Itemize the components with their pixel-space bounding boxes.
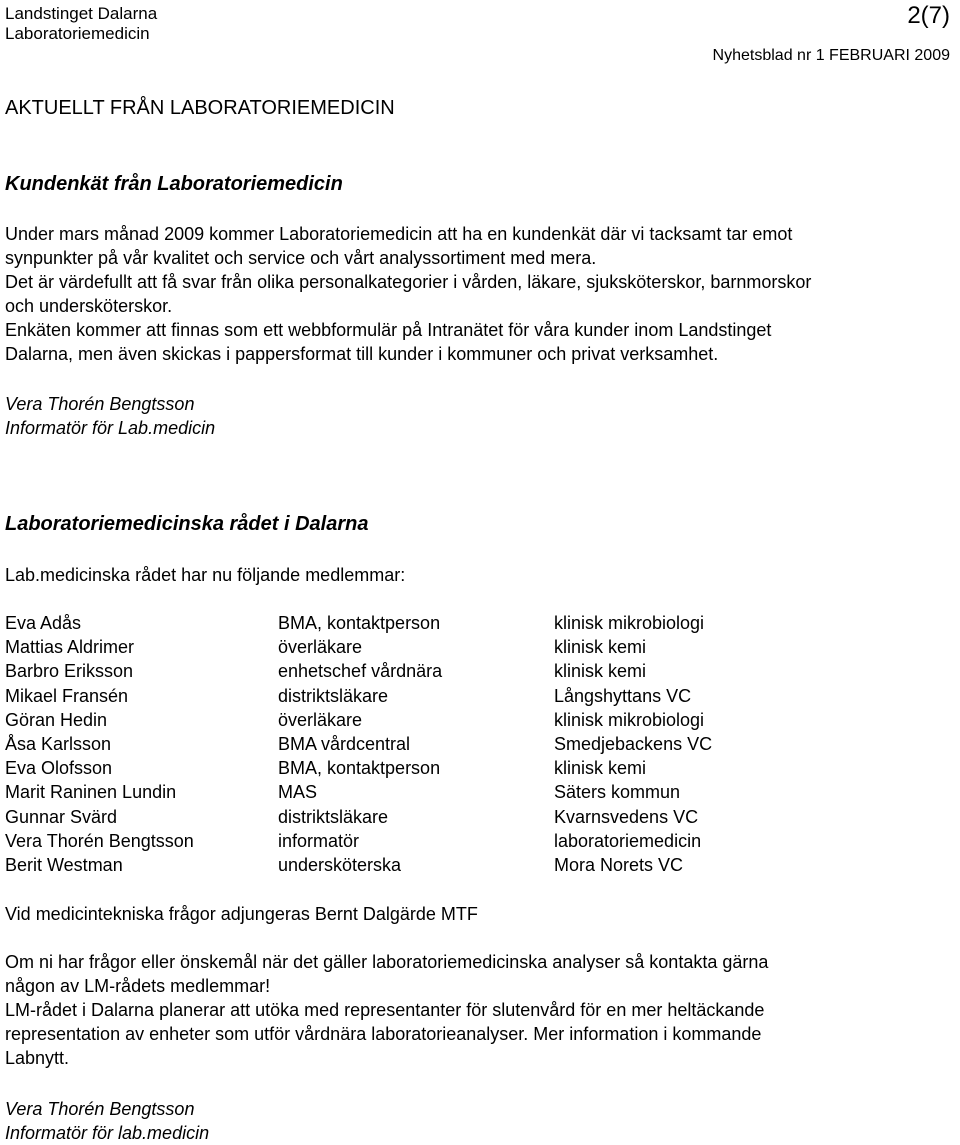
- member-role: distriktsläkare: [278, 806, 389, 827]
- survey-line: Dalarna, men även skickas i pappersformat till kunder i kommuner och privat verksamhet.: [5, 344, 719, 364]
- member-role: MAS: [278, 782, 318, 803]
- table-row: [5, 611, 712, 635]
- survey-body: [5, 222, 955, 366]
- member-role: informatör: [278, 830, 360, 851]
- member-name: Berit Westman: [5, 854, 123, 875]
- member-unit: klinisk kemi: [554, 637, 647, 658]
- member-role: överläkare: [278, 637, 363, 658]
- member-name: Åsa Karlsson: [5, 733, 112, 754]
- council-contact: [5, 950, 955, 1070]
- table-row: [5, 756, 712, 780]
- signature-role: Informatör för lab.medicin: [5, 1123, 210, 1143]
- council-heading: Laboratoriemedicinska rådet i Dalarna: [5, 513, 369, 535]
- member-role: BMA, kontaktperson: [278, 613, 441, 633]
- survey-heading-wrap: [5, 172, 343, 196]
- table-row: [5, 732, 712, 756]
- member-unit: klinisk kemi: [554, 661, 647, 682]
- member-unit: Säters kommun: [554, 782, 681, 803]
- contact-line: Om ni har frågor eller önskemål när det gäller laboratoriemedicinska analyser så kontakta gärna: [5, 952, 769, 972]
- table-row: [5, 635, 712, 659]
- organization-name: Landstinget Dalarna: [5, 4, 158, 23]
- document-header-left: [5, 4, 157, 44]
- adjunct-note: Vid medicintekniska frågor adjungeras Bernt Dalgärde MTF: [5, 904, 478, 924]
- member-unit: Mora Norets VC: [554, 854, 684, 875]
- council-signature: [5, 1097, 955, 1145]
- signature-name: Vera Thorén Bengtsson: [5, 1099, 195, 1119]
- member-unit: Långshyttans VC: [554, 685, 692, 706]
- table-row: [5, 684, 712, 708]
- member-name: Vera Thorén Bengtsson: [5, 830, 194, 851]
- table-row: [5, 780, 712, 804]
- table-row: [5, 708, 712, 732]
- member-role: undersköterska: [278, 854, 402, 875]
- member-name: Gunnar Svärd: [5, 806, 118, 827]
- member-name: Göran Hedin: [5, 709, 108, 730]
- table-row: [5, 659, 712, 683]
- contact-line: Labnytt.: [5, 1048, 70, 1068]
- survey-heading: Kundenkät från Laboratoriemedicin: [5, 173, 343, 195]
- signature-role: Informatör för Lab.medicin: [5, 418, 216, 438]
- survey-line: synpunkter på vår kvalitet och service och vårt analyssortiment med mera.: [5, 248, 597, 268]
- signature-name: Vera Thorén Bengtsson: [5, 394, 195, 414]
- newsletter-issue: Nyhetsblad nr 1 FEBRUARI 2009: [712, 47, 950, 64]
- member-role: distriktsläkare: [278, 685, 389, 706]
- member-name: Barbro Eriksson: [5, 661, 134, 682]
- contact-line: representation av enheter som utför vårdnära laboratorieanalyser. Mer information i kommande: [5, 1024, 762, 1044]
- member-name: Eva Adås: [5, 613, 82, 633]
- member-unit: klinisk mikrobiologi: [554, 613, 705, 633]
- survey-line: Det är värdefullt att få svar från olika personalkategorier i vården, läkare, sjuksköterskor, barnmorskor: [5, 272, 812, 292]
- member-unit: klinisk kemi: [554, 758, 647, 779]
- member-role: enhetschef vårdnära: [278, 661, 443, 682]
- department-name: Laboratoriemedicin: [5, 24, 150, 43]
- member-unit: Smedjebackens VC: [554, 733, 713, 754]
- members-table: [5, 611, 712, 877]
- member-unit: klinisk mikrobiologi: [554, 709, 705, 730]
- survey-line: och undersköterskor.: [5, 296, 173, 316]
- member-unit: Kvarnsvedens VC: [554, 806, 699, 827]
- contact-line: någon av LM-rådets medlemmar!: [5, 976, 271, 996]
- member-role: BMA, kontaktperson: [278, 758, 441, 779]
- member-name: Mattias Aldrimer: [5, 637, 135, 658]
- page-number: 2(7): [907, 2, 950, 29]
- table-row: [5, 853, 712, 877]
- survey-signature: [5, 392, 955, 440]
- table-row: [5, 805, 712, 829]
- member-role: BMA vårdcentral: [278, 733, 411, 754]
- council-heading-wrap: [5, 512, 368, 536]
- contact-line: LM-rådet i Dalarna planerar att utöka med representanter för slutenvård för en mer heltäckande: [5, 1000, 765, 1020]
- survey-line: Enkäten kommer att finnas som ett webbformulär på Intranätet för våra kunder inom Landstinget: [5, 320, 772, 340]
- council-intro: Lab.medicinska rådet har nu följande medlemmar:: [5, 565, 406, 585]
- member-name: Eva Olofsson: [5, 758, 113, 779]
- section-title: AKTUELLT FRÅN LABORATORIEMEDICIN: [5, 97, 395, 119]
- member-name: Marit Raninen Lundin: [5, 782, 177, 803]
- member-unit: laboratoriemedicin: [554, 830, 702, 851]
- member-role: överläkare: [278, 709, 363, 730]
- survey-line: Under mars månad 2009 kommer Laboratoriemedicin att ha en kundenkät där vi tacksamt tar emot: [5, 224, 793, 244]
- member-name: Mikael Fransén: [5, 685, 129, 706]
- table-row: [5, 829, 712, 853]
